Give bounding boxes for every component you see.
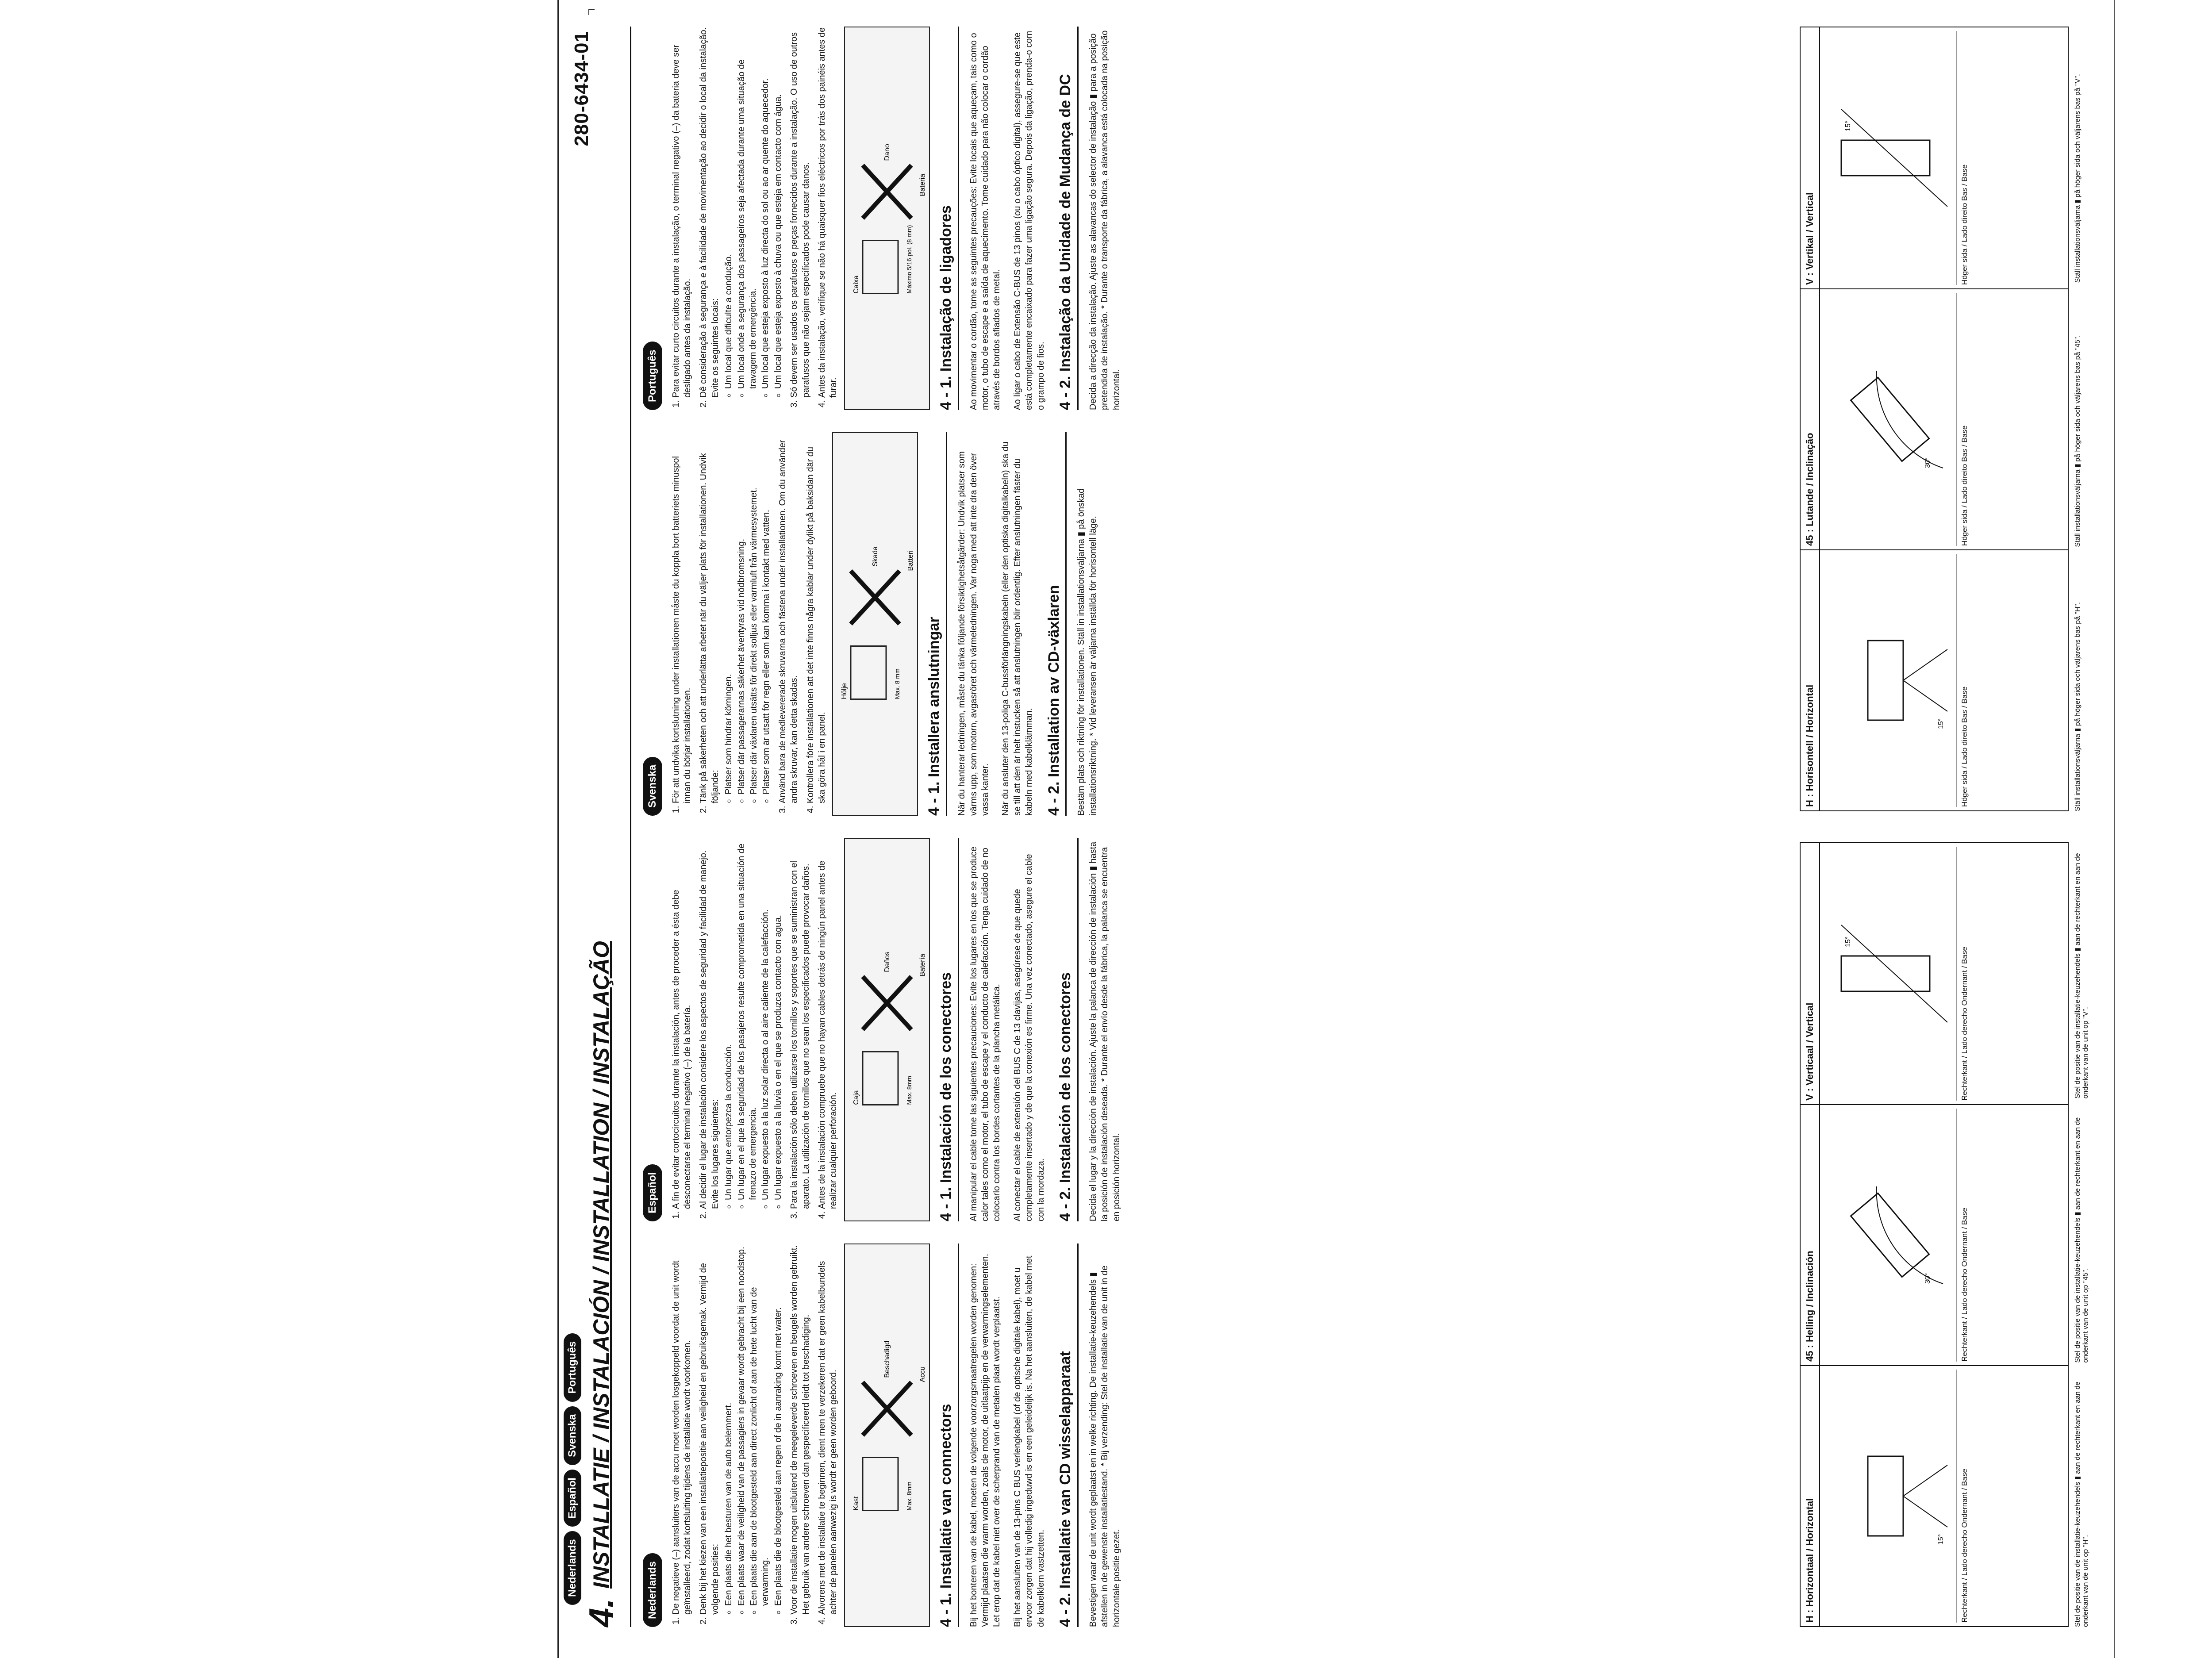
section-text: När du hanterar ledningen, måste du tänka följande försiktighetsåtgärder: Undvik platser som värms upp, som motorn, avgasröret och värmeledningen. Var noga med att inte dra den över vassa kanter. bbox=[957, 451, 991, 816]
unit-sketch bbox=[1824, 847, 1957, 1101]
screw-depth-diagram bbox=[845, 1244, 929, 1626]
bullet-item: ◦ Platser som är utsatt för regn eller som kan komma i kontakt med vatten. bbox=[760, 432, 772, 794]
angle-label: 15° bbox=[1937, 1534, 1945, 1545]
cell-inclined bbox=[1820, 1104, 2068, 1365]
instruction-item bbox=[698, 27, 784, 398]
bullet-item: ◦ Platser som hindrar körningen. bbox=[723, 432, 734, 794]
table-notes bbox=[2073, 27, 2082, 811]
angle-label: 30° bbox=[1924, 457, 1932, 468]
vertical-unit-diagram bbox=[1824, 847, 1956, 1101]
bullet-list bbox=[723, 27, 784, 398]
cell-caption: Höger sida / Lado direito Bas / Base bbox=[1960, 686, 1969, 807]
fig-label: Skada bbox=[872, 546, 879, 567]
table-note: Ställ installationsväljarna ▮ på höger sida och väljarens bas på "V". bbox=[2074, 74, 2081, 283]
instruction-item: 4. Kontrollera före installationen att det inte finns några kablar under dylikt på baksidan där du ska göra hål i en panel. bbox=[805, 432, 828, 803]
scanned-manual-page bbox=[557, 0, 2115, 1658]
instruction-item: 3. Só devem ser usados os parafusos e peças fornecidos durante a instalação. O uso de outros parafusos que não sejam especificados pode causar danos. bbox=[788, 27, 812, 398]
fig-label: Bateria bbox=[918, 173, 926, 196]
table-header bbox=[1801, 27, 1820, 810]
header-vertical: V : Verticaal / Vertical bbox=[1804, 1002, 1815, 1101]
table-note: Stel de positie van de installatie-keuzehendels ▮ aan de rechterkant en aan de onderkant van de unit op "H". bbox=[2074, 1382, 2089, 1627]
header-inclined: 45 : Helling / Inclinación bbox=[1801, 1104, 1819, 1365]
orientation-table bbox=[1800, 842, 2069, 1627]
section-text: Al manipular el cable tome las siguientes precauciones: Evite los lugares en los que se produce calor tales como el motor, el tubo de escape y el conducto de calefacción. Tenga cuidado de no colocarlo contra los bordes cortantes de la plancha metálica. bbox=[968, 846, 1002, 1221]
angle-label: 30° bbox=[1924, 1273, 1932, 1284]
fig-label: Accu bbox=[918, 1366, 926, 1382]
column-espanol bbox=[643, 838, 1131, 1221]
column-language-pill: Português bbox=[643, 342, 662, 410]
angle-label: 15° bbox=[1844, 120, 1852, 131]
language-pill: Nederlands bbox=[564, 1531, 581, 1605]
unit-sketch bbox=[1824, 293, 1957, 546]
fig-label: Kast bbox=[852, 1496, 860, 1511]
table-body bbox=[1820, 843, 2068, 1626]
table-header bbox=[1801, 843, 1820, 1626]
section-heading: 4 - 1. Installatie van connectors bbox=[936, 1244, 959, 1627]
column-language-pill: Nederlands bbox=[643, 1553, 662, 1627]
instruction-text: Dê consideração à segurança e à facilidade de movimentação ao decidir o local da instalação. Evite os seguintes locais: bbox=[699, 27, 720, 398]
instruction-item bbox=[698, 1244, 784, 1615]
cell-caption: Rechterkant / Lado derecho Ondernant / Base bbox=[1960, 1469, 1969, 1623]
section-heading: 4 - 1. Instalación de los conectores bbox=[936, 838, 959, 1221]
section-text: När du ansluter den 13-poliga C-bussförlängningskabeln (eller den optiska digitalkabeln) ska du se till att den är helt instucken så att anslutningen blir ordentlig. Efter anslutningen fäster du kabeln med kabelklämman. bbox=[1001, 441, 1034, 816]
bullet-item: ◦ Un lugar expuesto a la lluvia o en el que se produzca contacto con agua. bbox=[772, 838, 784, 1200]
instruction-item: 1. A fin de evitar cortocircuitos durante la instalación, antes de proceder a ésta debe desconectarse el terminal negativo (–) de la batería. bbox=[670, 838, 694, 1209]
bullet-item: ◦ Um local que esteja exposto à chuva ou que esteja em contacto com água. bbox=[772, 27, 784, 389]
table-note: Stel de positie van de installatie-keuzehendels ▮ aan de rechterkant en aan de onderkant van de unit op "V". bbox=[2074, 853, 2089, 1099]
unit-sketch bbox=[1824, 554, 1957, 807]
instruction-item: 1. För att undvika kortslutning under installationen måste du koppla bort batteriets minuspol innan du börjar installationen. bbox=[670, 432, 694, 803]
bullet-item: ◦ Un lugar que entorpezca la conducción. bbox=[723, 838, 734, 1200]
unit-sketch bbox=[1824, 31, 1957, 285]
chapter-title: INSTALLATIE / INSTALACIÓN / INSTALLATION / INSTALAÇÃO bbox=[589, 941, 614, 1589]
bullet-item: ◦ Um local que dificulte a condução. bbox=[723, 27, 734, 389]
instruction-item bbox=[698, 838, 784, 1209]
bullet-item: ◦ Platser där passagerarnas säkerhet äventyras vid nödbromsning. bbox=[736, 432, 747, 794]
fig-label: Max. 8 mm bbox=[894, 668, 901, 699]
angle-label: 15° bbox=[1937, 718, 1945, 729]
section-text: Bestäm plats och riktning för installationen. Ställ in installationsväljarna ▮ på önskad installationsriktning. * Vid leveransen är väljarna inställda för horisontell läge. bbox=[1076, 488, 1098, 816]
table-body bbox=[1820, 27, 2068, 810]
cell-inclined bbox=[1820, 288, 2068, 549]
inclined-unit-diagram bbox=[1824, 293, 1956, 546]
instruction-item: 3. Använd bara de medlevererade skruvarna och fästena under installationen. Om du använder andra skruvar, kan detta skadas. bbox=[777, 432, 800, 803]
page-body bbox=[559, 0, 2116, 1658]
orientation-table-nl-es bbox=[1800, 842, 2090, 1627]
vertical-unit-diagram bbox=[1824, 31, 1956, 285]
section-heading: 4 - 2. Instalación de los conectores bbox=[1056, 838, 1079, 1221]
header-inclined: 45 : Lutande / Inclinação bbox=[1801, 288, 1819, 549]
bullet-list bbox=[723, 432, 772, 803]
section-heading: 4 - 2. Installatie van CD wisselapparaat bbox=[1056, 1244, 1079, 1627]
bullet-item: ◦ Een plaats die aan de blootgesteld aan direct zonlicht of aan de hete lucht van de verwarming. bbox=[748, 1244, 772, 1606]
table-notes bbox=[2073, 842, 2090, 1627]
bullet-item: ◦ Um local onde a segurança dos passageiros seja afectada durante uma situação de travagem de emergência. bbox=[736, 27, 759, 389]
instruction-text: Denk bij het kiezen van een installatiepositie aan veiligheid en gebruiksgemak. Vermijd de volgende posities: bbox=[699, 1263, 720, 1615]
section-text: Ao ligar o cabo de Extensão C-BUS de 13 pinos (ou o cabo óptico digital), assegure-se que este está completamente encaixado para fazer uma ligação segura. Depois da ligação, prenda-o com o grampo de fios. bbox=[1012, 31, 1046, 410]
instruction-item: 1. Para evitar curto circuitos durante a instalação, o terminal negativo (–) da bateria deve ser desligado antes da instalação. bbox=[670, 27, 694, 398]
orientation-table bbox=[1800, 27, 2069, 811]
section-heading: 4 - 2. Instalação da Unidade de Mudança de DC bbox=[1056, 27, 1079, 410]
section-text: Bij het aansluiten van de 13-pins C BUS verlengkabel (of de optische digitale kabel), moet u ervoor zorgen dat hij volledig ingeduwd is en een geleidelijk is. Na het aansluiten, de kabel met de kabelklem vastzetten. bbox=[1012, 1255, 1046, 1627]
cell-caption: Rechterkant / Lado derecho Ondernant / Base bbox=[1960, 947, 1969, 1101]
fig-label: Caja bbox=[852, 1090, 860, 1105]
battery-screw-figure bbox=[832, 432, 918, 816]
instruction-item: 3. Para la instalación sólo deben utilizarse los tornillos y soportes que se suministran con el aparato. La utilización de tornillos que no sean los especificados puede provocar daños. bbox=[788, 838, 812, 1209]
fig-label: Max. 8mm bbox=[905, 1076, 913, 1105]
bullet-item: ◦ Platser där växlaren utsätts för direkt solljus eller varmluft från värmesystemet. bbox=[748, 432, 760, 794]
cell-horizontal bbox=[1820, 549, 2068, 810]
fig-label: Máximo 5/16 pol. (8 mm) bbox=[905, 225, 913, 294]
instruction-list bbox=[670, 432, 828, 816]
battery-screw-figure bbox=[844, 1244, 930, 1627]
fig-label: Max. 8mm bbox=[905, 1481, 913, 1511]
bullet-item: ◦ Een plaats die de blootgesteld aan regen of de in aanraking komt met water. bbox=[772, 1244, 784, 1606]
column-portugues bbox=[643, 27, 1131, 410]
instruction-item: 1. De negatieve (–) aansluiters van de accu moet worden losgekoppeld voordat de unit wordt geïnstalleerd, zodat kortsluiting tijdens de installatie wordt voorkomen. bbox=[670, 1244, 694, 1615]
angle-label: 15° bbox=[1844, 936, 1852, 947]
rotated-content bbox=[559, 0, 2116, 1658]
instruction-list bbox=[670, 838, 840, 1221]
section-text: Bevestigen waar de unit wordt geplaatst en in welke richting. De installatie-keuzehendels ▮ afstellen in de gewenste installatiestand. * Bij verzending: Stel de installatie van de unit in de horizontale positie gezet. bbox=[1088, 1265, 1121, 1627]
cell-vertical bbox=[1820, 843, 2068, 1104]
section-text: Decida a direcção da instalação. Ajuste as alavancas do selector de instalação ▮ para a posição pretendida de instalação. * Durante o transporte da fábrica, a alavanca está colocada na posição horizontal. bbox=[1088, 30, 1121, 410]
inclined-unit-diagram bbox=[1824, 1109, 1956, 1362]
bullet-list bbox=[723, 1244, 784, 1615]
header-vertical: V : Vertikal / Vertical bbox=[1804, 192, 1815, 285]
section-text: Decida el lugar y la dirección de instalación. Ajuste la palanca de dirección de instalación ▮ hasta la posición de instalación deseada. * Durante el envío desde la fábrica, la palanca se encuentra en posición horizontal. bbox=[1088, 841, 1121, 1221]
bullet-item: ◦ Een plaats die het besturen van de auto belemmert. bbox=[723, 1244, 734, 1606]
fig-label: Caixa bbox=[852, 275, 860, 294]
unit-sketch bbox=[1824, 1109, 1957, 1362]
document-code: 280-6434-01 bbox=[571, 31, 592, 146]
orientation-table-sv-pt bbox=[1800, 27, 2090, 811]
section-text: Bij het bonteren van de kabel, moeten de volgende voorzorgsmaatregelen worden genomen: Vermijd plaatsen die warm worden, zoals de motor, de uitlaatpijp en de verwarmingselementen. Let erop dat de kabel niet over de scherprand van de metalen plaat wordt verplaatst. bbox=[968, 1254, 1002, 1627]
battery-screw-figure bbox=[844, 838, 930, 1221]
section-text: Ao movimentar o cordão, tome as seguintes precauções: Evite locais que aqueçam, tais como o motor, o tubo de escape e a saída de aquecimento. Tome cuidado para não colocar o cordão através de bordos afiados de metal. bbox=[968, 33, 1002, 410]
fig-label: Batería bbox=[918, 953, 926, 977]
language-columns bbox=[643, 27, 1131, 1627]
cell-vertical bbox=[1820, 27, 2068, 288]
header-horizontal: H : Horisontell / Horizontal bbox=[1801, 549, 1819, 810]
section-heading: 4 - 1. Instalação de ligadores bbox=[936, 27, 959, 410]
chapter-number: 4. bbox=[581, 1598, 621, 1627]
bullet-item: ◦ Un lugar expuesto a la luz solar directa o al aire caliente de la calefacción. bbox=[760, 838, 771, 1200]
column-language-pill: Español bbox=[643, 1164, 662, 1221]
language-pill: Svenska bbox=[564, 1406, 581, 1465]
language-pill: Português bbox=[564, 1333, 581, 1402]
bullet-item: ◦ Um local que esteja exposto à luz directa do sol ou ao ar quente do aquecedor. bbox=[760, 27, 771, 389]
instruction-item: 3. Voor de installatie mogen uitsluitend de meegeleverde schroeven en beugels worden gebruikt. Het gebruik van andere schroeven dan gespecificeerd leidt tot beschadiging. bbox=[788, 1244, 812, 1615]
table-note: Ställ installationsväljarna ▮ på höger sida och väljarens bas på "45". bbox=[2074, 335, 2081, 547]
section-heading: 4 - 2. Installation av CD-växlaren bbox=[1044, 432, 1067, 816]
header-horizontal: H : Horizontaal / Horizontal bbox=[1801, 1365, 1819, 1626]
bullet-item: ◦ Een plaats waar de veiligheid van de passagiers in gevaar wordt gebracht bij een noodstop. bbox=[736, 1244, 747, 1606]
cell-horizontal bbox=[1820, 1365, 2068, 1626]
fig-label: Beschadigd bbox=[883, 1340, 891, 1378]
instruction-item: 4. Alvorens met de installatie te beginnen, dient men te verzekeren dat er geen kabelbundels achter de panelen aanwezig is wordt er geen worden geboord. bbox=[816, 1244, 840, 1615]
unit-sketch bbox=[1824, 1370, 1957, 1623]
instruction-list bbox=[670, 1244, 840, 1627]
screw-depth-diagram bbox=[845, 27, 929, 409]
instruction-item bbox=[698, 432, 772, 803]
cell-caption: Höger sida / Lado direito Bas / Base bbox=[1960, 164, 1969, 285]
table-note: Stel de positie van de installatie-keuzehendels ▮ aan de rechterkant en aan de onderkant van de unit op "45". bbox=[2074, 1117, 2089, 1363]
horizontal-unit-diagram bbox=[1824, 554, 1956, 807]
fig-label: Batteri bbox=[907, 550, 915, 571]
language-pill: Español bbox=[564, 1470, 581, 1527]
fig-label: Dano bbox=[883, 144, 891, 161]
orientation-tables bbox=[1800, 27, 2090, 1627]
battery-screw-figure bbox=[844, 27, 930, 410]
horizontal-unit-diagram bbox=[1824, 1370, 1956, 1623]
screw-depth-diagram bbox=[833, 433, 917, 815]
section-heading: 4 - 1. Installera anslutningar bbox=[924, 432, 947, 816]
instruction-text: Tänk på säkerheten och att underlätta arbetet när du väljer plats för installationen. Undvik följande: bbox=[699, 453, 720, 803]
instruction-item: 4. Antes da instalação, verifique se não há quaisquer fios eléctricos por trás dos painéis antes de furar. bbox=[816, 27, 840, 398]
instruction-item: 4. Antes de la instalación compruebe que no hayan cables detrás de ningún panel antes de realizar cualquier perforación. bbox=[816, 838, 840, 1209]
cell-caption: Höger sida / Lado direito Bas / Base bbox=[1960, 425, 1969, 546]
section-text: Al conectar el cable de extensión del BUS C de 13 clavijas, asegúrese de que quede completamente insertado y de que la conexión es firme. Una vez conectado, asegure el cable con la mordaza. bbox=[1012, 854, 1046, 1221]
bullet-item: ◦ Un lugar en el que la seguridad de los pasajeros resulte comprometida en una situación de frenazo de emergencia. bbox=[736, 838, 759, 1200]
instruction-list bbox=[670, 27, 840, 410]
fig-label: Daños bbox=[883, 952, 891, 972]
cell-caption: Rechterkant / Lado derecho Ondernant / Base bbox=[1960, 1208, 1969, 1362]
language-pills bbox=[564, 1333, 581, 1605]
table-note: Ställ installationsväljarna ▮ på höger sida och väljarens bas på "H". bbox=[2074, 602, 2081, 811]
chapter-header bbox=[577, 27, 631, 1627]
screw-depth-diagram bbox=[845, 839, 929, 1220]
bullet-list bbox=[723, 838, 784, 1209]
instruction-text: Al decidir el lugar de instalación considere los aspectos de seguridad y facilidad de manejo. Evite los lugares siguientes: bbox=[699, 850, 720, 1209]
fig-label: Hölje bbox=[841, 683, 849, 699]
column-nederlands bbox=[643, 1244, 1131, 1627]
column-language-pill: Svenska bbox=[643, 757, 662, 816]
column-svenska bbox=[643, 432, 1131, 816]
